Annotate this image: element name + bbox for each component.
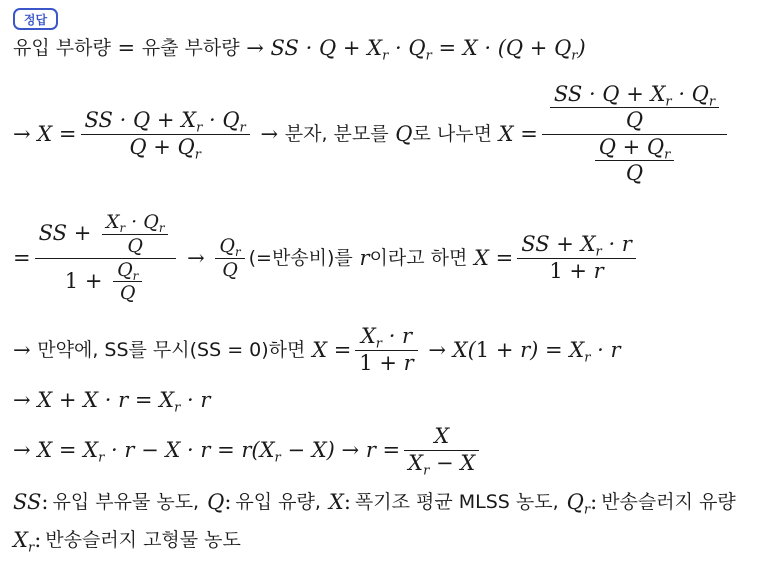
equation-solve-x: → X = $\frac{SS \cdot Q + X_r \cdot Q_r}{Q + Q_r}$ → 분자, 분모를 Q 로 나누면 X = $\frac{\frac{SS \cdot Q + X_r \cdot Q_r}{Q}}{\frac{Q + Q_r}{Q}}$ [13,74,731,194]
answer-badge: 정답 [13,8,58,30]
fraction-x: $\frac{SS \cdot Q + X_r \cdot Q_r}{Q + Q_r}$ [81,108,250,159]
fraction-qr-q: $\frac{Q_r}{Q}$ [215,235,244,282]
legend-line-2: $X_r$ : 반송슬러지 고형물 농도 [13,527,241,556]
fraction-simplified: SS + $\frac{X_r \cdot Q_r}{Q}$ 1 + $\frac{Q_r}{Q}$ [35,211,177,305]
fraction-r: $\frac{X}{X_r - X}$ [404,424,479,475]
legend-line-1: SS : 유입 부유물 농도, Q : 유입 유량, X : 폭기조 평균 MLSS 농도, $Q_r$ : 반송슬러지 유량 [13,489,736,518]
effluent-load-label: 유출 부하량 [141,37,240,59]
return-ratio-label: (=반송비)를 [248,246,353,269]
fraction-x-divided: $\frac{\frac{SS \cdot Q + X_r \cdot Q_r}{Q}}{\frac{Q + Q_r}{Q}}$ [542,82,727,186]
ignore-ss-label: 만약에, SS를 무시(SS = 0)하면 [37,338,306,361]
legend-xr: 반송슬러지 고형물 농도 [45,528,241,551]
numerator-denominator-label: 분자, 분모를 [284,122,389,145]
influent-load-label: 유입 부하량 [13,37,111,59]
legend-ss: 유입 부유물 농도, [52,490,200,513]
equation-ignore-ss: → 만약에, SS를 무시(SS = 0)하면 X = $\frac{X_r \cdot r}{1 + r}$ → $X(1 + r) = X_r \cdot r$ [13,324,621,375]
fraction-x-no-ss: $\frac{X_r \cdot r}{1 + r}$ [355,324,417,375]
divide-by-label: 로 나누면 [412,122,492,145]
equation-expand: → $X + X \cdot r = X_r \cdot r$ [13,387,211,416]
legend-x: 폭기조 평균 MLSS 농도, [354,490,559,513]
fraction-x-r: $\frac{SS + X_r \cdot r}{1 + r}$ [517,232,636,283]
legend-qr: 반송슬러지 유량 [601,490,736,513]
equation-mass-balance: 유입 부하량 = 유출 부하량 → SS · $Q + X_r \cdot Q_r = X \cdot (Q + Q_r)$ [13,36,586,64]
legend-q: 유입 유량, [235,490,321,513]
equation-return-ratio: = SS + $\frac{X_r \cdot Q_r}{Q}$ 1 + $\frac{Q_r}{Q}$ → $\frac{Q_r}{Q}$ (=반송비)를 r 이라고 하면 X = $\frac{SS + X_r \cdot r}{1 + r}$ [13,198,640,318]
equation-r-result: → $X = X_r \cdot r - X \cdot r = r(X_r - X)$ → r = $\frac{X}{X_r - X}$ [13,424,483,476]
call-it-label: 이라고 하면 [369,246,468,269]
